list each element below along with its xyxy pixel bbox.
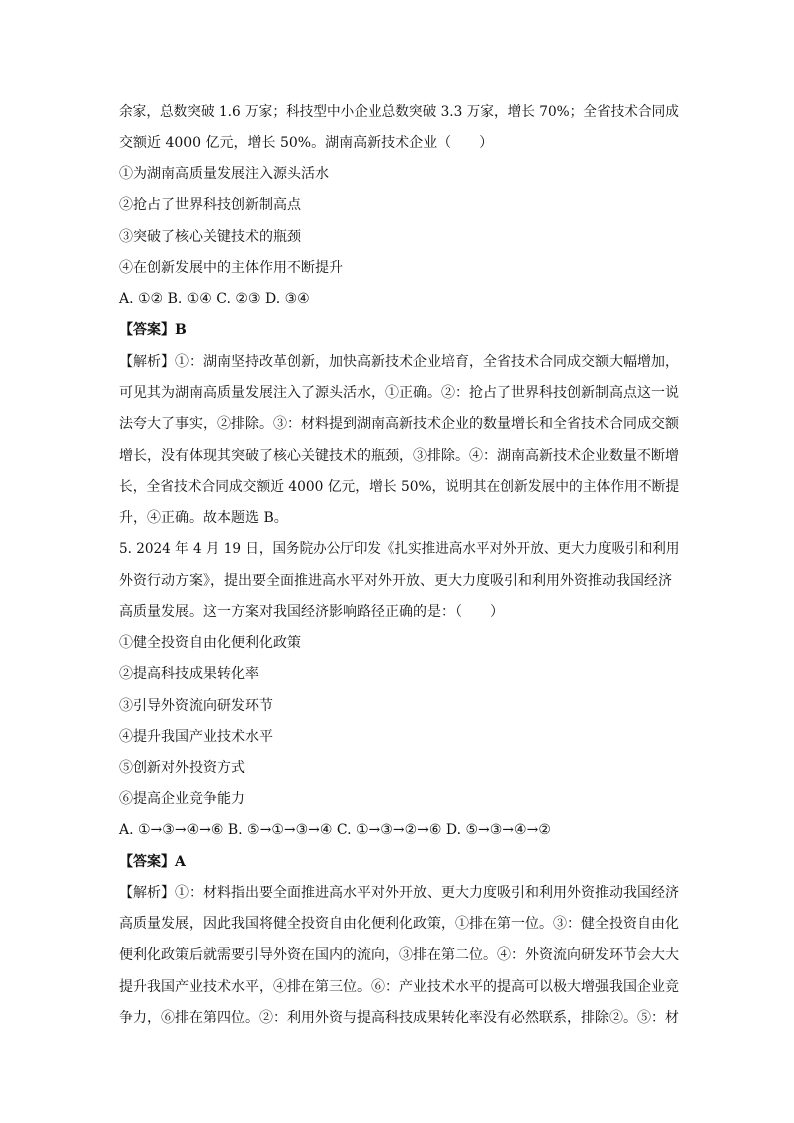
analysis-line: 升，④正确。故本题选 B。 (119, 510, 288, 526)
answer-line: 【答案】A (119, 854, 186, 870)
analysis-line: 便利化政策后就需要引导外资在国内的流向，③排在第二位。④：外资流向研发环节会大大 (119, 947, 679, 963)
option-line: ①为湖南高质量发展注入源头活水 (119, 166, 329, 182)
answer-choices: A. ①→③→④→⑥ B. ⑤→①→③→④ C. ①→③→②→⑥ D. ⑤→③→④→② (119, 822, 551, 838)
analysis-line: 长，全省技术合同成交额近 4000 亿元，增长 50%，说明其在创新发展中的主体作用不断提 (119, 479, 680, 495)
option-line: ①健全投资自由化便利化政策 (119, 635, 301, 651)
analysis-line: 法夸大了事实，②排除。③：材料提到湖南高新技术企业的数量增长和全省技术合同成交额 (119, 416, 679, 432)
option-line: ③引导外资流向研发环节 (119, 698, 273, 714)
analysis-line: 增长，没有体现其突破了核心关键技术的瓶颈，③排除。④：湖南高新技术企业数量不断增 (119, 448, 679, 464)
analysis-line: 【解析】①：湖南坚持改革创新，加快高新技术企业培育，全省技术合同成交额大幅增加， (119, 354, 679, 370)
answer-choices: A. ①② B. ①④ C. ②③ D. ③④ (119, 291, 310, 307)
question-line: 5. 2024 年 4 月 19 日，国务院办公厅印发《扎实推进高水平对外开放、更大力度吸引和利用 (119, 541, 680, 557)
analysis-line: 高质量发展，因此我国将健全投资自由化便利化政策，①排在第一位。③：健全投资自由化 (119, 916, 679, 932)
option-line: ②提高科技成果转化率 (119, 666, 259, 682)
option-line: ④在创新发展中的主体作用不断提升 (119, 260, 343, 276)
option-line: ⑤创新对外投资方式 (119, 760, 245, 776)
question-line: 高质量发展。这一方案对我国经济影响路径正确的是：（ ） (119, 604, 504, 620)
option-line: ⑥提高企业竞争能力 (119, 791, 245, 807)
option-line: ②抢占了世界科技创新制高点 (119, 197, 301, 213)
analysis-line: 提升我国产业技术水平，④排在第三位。⑥：产业技术水平的提高可以极大增强我国企业竞 (119, 979, 679, 995)
text-line: 交额近 4000 亿元，增长 50%。湖南高新技术企业（ ） (119, 135, 494, 151)
analysis-line: 可见其为湖南高质量发展注入了源头活水，①正确。②：抢占了世界科技创新制高点这一说 (119, 385, 679, 401)
question-line: 外资行动方案》，提出要全面推进高水平对外开放、更大力度吸引和利用外资推动我国经济 (119, 573, 672, 589)
answer-line: 【答案】B (119, 322, 187, 338)
option-line: ③突破了核心关键技术的瓶颈 (119, 229, 301, 245)
analysis-line: 争力，⑥排在第四位。②：利用外资与提高科技成果转化率没有必然联系，排除②。⑤：材 (119, 1010, 679, 1026)
text-line: 余家，总数突破 1.6 万家；科技型中小企业总数突破 3.3 万家，增长 70%；全省技术合同成 (119, 104, 679, 120)
option-line: ④提升我国产业技术水平 (119, 729, 273, 745)
analysis-line: 【解析】①：材料指出要全面推进高水平对外开放、更大力度吸引和利用外资推动我国经济 (119, 885, 679, 901)
